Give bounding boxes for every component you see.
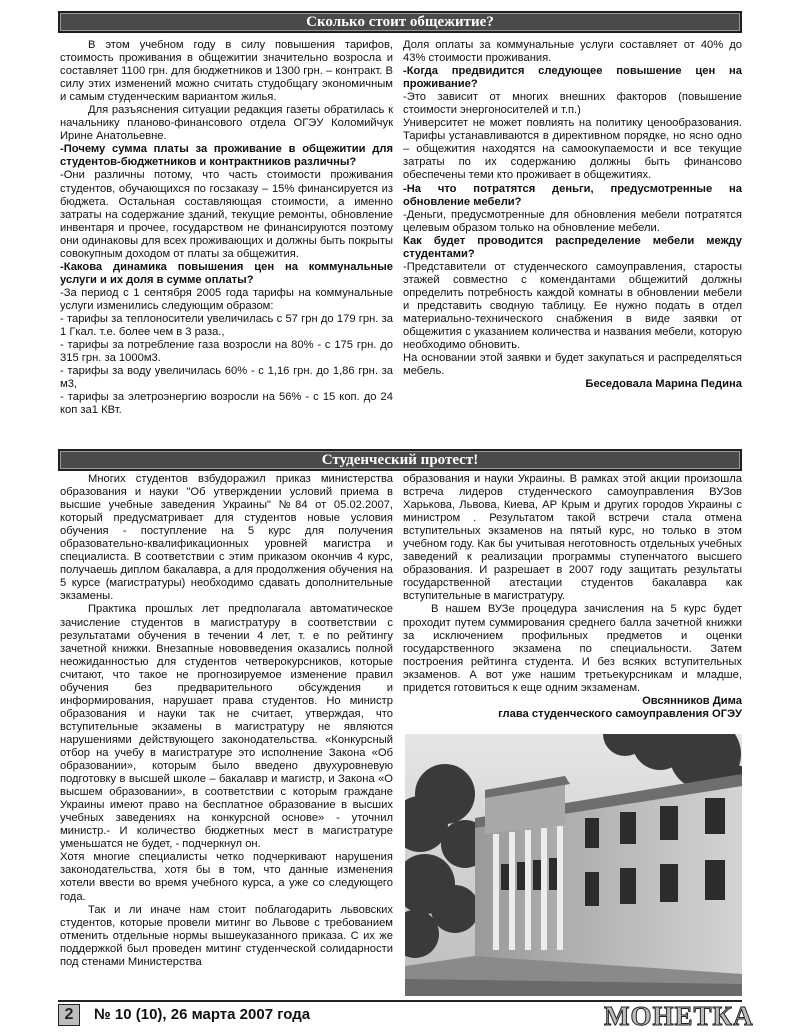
paragraph: - тарифы за потребление газа возросли на 80% - с 175 грн. до 315 грн. за 1000м3. — [60, 339, 393, 365]
article-title-dormitory: Сколько стоит общежитие? — [58, 11, 742, 33]
author-signature: Беседовала Марина Педина — [585, 378, 742, 391]
article-protest-column-left — [60, 473, 393, 996]
author-signature: глава студенческого самоуправления ОГЭУ — [498, 707, 742, 720]
paragraph: Многих студентов взбудоражил приказ министерства образования и науки "Об утверждении условий приема в высшие учебные заведения Украины" №84 от 05.02.2007, который предусматривает для студентов новые условия обучения - поступление на 5 курс для получения образовательно-квалификационных уровней магистра и специалиста. В соответствии с этим приказом окончив 4 курс, получаешь диплом бакалавра, а для продолжения обучения на 5 курсе (магистратуры) необходимо сдавать дополнительные экзамены. — [60, 473, 393, 603]
article-protest-column-right — [403, 473, 742, 733]
interview-question: Как будет проводится распределение мебели между студентами? — [403, 234, 742, 260]
paragraph: образования и науки Украины. В рамках этой акции произошла встреча лидеров студенческого самоуправления ВУЗов Харькова, Львова, Киева, АР Крым и других городов Украины с министром . Результатом такой встречи стала отмена вступительных экзаменов на пятый курс, но только в этом учебном году. Как бы учитывая неготовность отдельных учебных заведений к реализации программы ступенчатого высшего образования. И разрешает в 2007 году защитать результаты государственной атестации студентов бакалавра как вступительные в магистратуру. — [403, 473, 742, 603]
paragraph: Университет не может повлиять на политику ценообразования. Тарифы устанавливаются в директивном порядке, но ясно одно – общежития находятся на самоокупаемости и все текущие затраты по их содержанию должны быть финансово обеспечены теми кто проживает в общежитиях. — [403, 117, 742, 182]
paragraph: -За период с 1 сентября 2005 года тарифы на коммунальные услуги изменились следующим образом: — [60, 286, 393, 312]
issue-info: № 10 (10), 26 марта 2007 года — [94, 1006, 311, 1023]
paragraph: Так и ли иначе нам стоит поблагодарить львовских студентов, которые провели митинг во Львове с требованием отменить отдельные нормы вышеуказанного приказа. С их же поддержкой был проведен митинг студенческой солидарности под стенами Министерства — [60, 903, 393, 968]
paragraph: В нашем ВУЗе процедура зачисления на 5 курс будет проходит путем суммирования среднего балла зачетной книжки за исключением профильных предметов и оценки государственного экзамена по специальности. Затем построения рейтинга студента. И без всяких вступительных экзаменов. А вот уже нашим третьекурсникам и младше, придется готовиться к еще одним экзаменам. — [403, 603, 742, 694]
university-building-photo — [405, 734, 742, 996]
page-number: 2 — [58, 1004, 80, 1026]
interview-question: -Почему сумма платы за проживание в общежитии для студентов-бюджетников и контрактников различны? — [60, 143, 393, 169]
paragraph: -Они различны потому, что часть стоимости проживания студентов, обучающихся по госзаказу – 15% финансируется из бюджета. Остальная составляющая стоимости, а именно затраты на содержание зданий, текущие ремонты, обновление инвентаря и прочее, государством не финансируются поэтому они одинаковы для всех проживающих и должны быть покрыты совокупным доходом от платы за общежития. — [60, 169, 393, 260]
paragraph: Практика прошлых лет предполагала автоматическое зачисление студентов в магистратуру в соответствии с результатами обучения в течении 4 лет, т. е по рейтингу зачетной книжки. Внезапные нововведения оказались полной неожиданностью для студентов четверокурсников, которые считают, что такое не прогнозируемое изменение правил обучения без предварительного обсуждения и информирования, нарушает права студентов. Но министр образования и науки так не считает, утверждая, что вступительные экзамены в магистратуру не являются нарушениями действующего законодательства. «Конкурсный отбор на учебу в магистратуре это исполнение Закона «Об образовании», которым было введено двухуровневую подготовку в высшей школе – бакалавр и магистр, и Закона «О высшем образовании», в соответствии с которым граждане Украины имеют право на бесплатное образование в высших учебных заведениях на конкурсной основе» - уточнил министр.- И количество бюджетных мест в магистратуре уменьшатся не будет, - подчеркнул он. — [60, 603, 393, 851]
article-dormitory-column-left — [60, 39, 393, 435]
paragraph: Для разъяснения ситуации редакция газеты обратилась к начальнику планово-финансового отдела ОГЭУ Коломийчук Ирине Анатольевне. — [60, 104, 393, 143]
interview-question: -На что потратятся деньги, предусмотренные на обновление мебели? — [403, 182, 742, 208]
paragraph: -Это зависит от многих внешних факторов (повышение стоимости энергоносителей и т.п.) — [403, 91, 742, 117]
interview-question: -Когда предвидится следующее повышение цен на проживание? — [403, 65, 742, 91]
article-title-protest: Студенческий протест! — [58, 449, 742, 471]
paragraph: Доля оплаты за коммунальные услуги составляет от 40% до 43% стоимости проживания. — [403, 39, 742, 65]
author-signature: Овсянников Дима — [642, 694, 742, 707]
interview-question: -Какова динамика повышения цен на коммунальные услуги и их доля в сумме оплаты? — [60, 260, 393, 286]
paragraph: В этом учебном году в силу повышения тарифов, стоимость проживания в общежитии значительно возросла и составляет 1100 грн. для бюджетников и 1300 грн. – контракт. В силу этих изменений можно считать студобщагу экономичным и самым студенческим вариантом жилья. — [60, 39, 393, 104]
paragraph: -Представители от студенческого самоуправления, старосты этажей совместно с комендантами общежитий должны определить потребность каждой комнаты в обновлении мебели и представить сводную таблицу. Ее нужно подать в отдел материально-технического снабжения в виде заявки от общежития с указанием количества и названия мебели, которую необходимо обновить. — [403, 260, 742, 352]
article-dormitory-column-right — [403, 39, 742, 439]
newspaper-logo: МОНЕТКА — [604, 1001, 754, 1031]
paragraph: -Деньги, предусмотренные для обновления мебели потратятся целевым образом только на обновление мебели. — [403, 208, 742, 234]
paragraph: - тарифы за воду увеличилась 60% - с 1,16 грн. до 1,86 грн. за м3, — [60, 365, 393, 391]
paragraph: - тарифы за теплоносители увеличилась с 57 грн до 179 грн. за 1 Гкал. т.е. более чем в 3 раза., — [60, 312, 393, 339]
paragraph: На основании этой заявки и будет закупаться и распределяться мебель. — [403, 352, 742, 378]
paragraph: - тарифы за элетроэнергию возросли на 56% - с 15 коп. до 24 коп за1 КВт. — [60, 391, 393, 417]
paragraph: Хотя многие специалисты четко подчеркивают нарушения законодательства, хотя бы в том, что данные изменения хотели ввести во время учебного курса, а уже со следующего года. — [60, 851, 393, 903]
